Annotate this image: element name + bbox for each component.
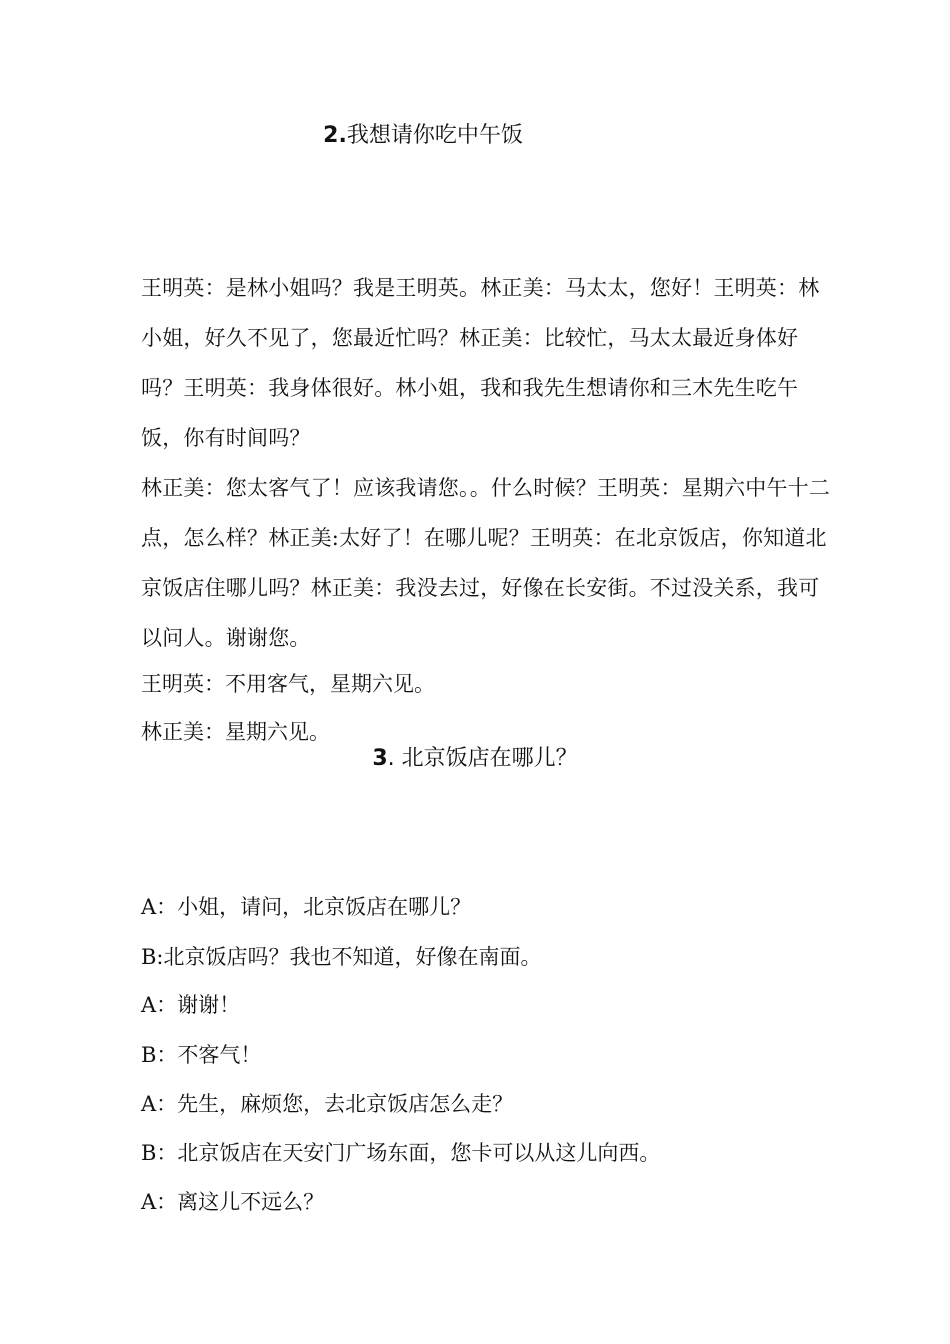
section-2-title: 我想请你吃中午饭 (346, 123, 523, 148)
dialogue-line: B：不客气！ (141, 1043, 262, 1067)
section-2-paragraph-1: 王明英：是林小姐吗？我是王明英。林正美：马太太，您好！王明英：林小姐，好久不见了，您最近忙吗？林正美：比较忙，马太太最近身体好吗？王明英：我身体很好。林小姐，我和我先生想请你和三木先生吃午饭，你有时间吗？ (141, 276, 820, 450)
dialogue-line: B：北京饭店在天安门广场东面，您卡可以从这儿向西。 (141, 1141, 661, 1165)
section-3-heading (0, 744, 950, 774)
dialogue-line: A：小姐，请问，北京饭店在哪儿？ (141, 895, 472, 919)
dialogue-line: B:北京饭店吗？我也不知道，好像在南面。 (141, 945, 542, 969)
dialogue-line: A：离这儿不远么？ (141, 1190, 325, 1214)
section-2-paragraph-3: 王明英：不用客气，星期六见。 (141, 672, 435, 696)
dialogue-line: A：谢谢！ (141, 993, 241, 1017)
section-2-paragraph-4: 林正美：星期六见。 (141, 720, 330, 744)
section-3-number: 3 (372, 746, 388, 771)
section-2-number: 2. (323, 123, 347, 148)
section-2-paragraph-2: 林正美：您太客气了！应该我请您。。什么时候？王明英：星期六中午十二点，怎么样？林正美:太好了！在哪儿呢？王明英：在北京饭店，你知道北京饭店住哪儿吗？林正美：我没去过，好像在长安街。不过没关系，我可以问人。谢谢您。 (141, 476, 831, 650)
section-3-title: . 北京饭店在哪儿？ (387, 746, 578, 771)
dialogue-line: A：先生，麻烦您，去北京饭店怎么走？ (141, 1092, 514, 1116)
section-2-heading (0, 121, 898, 151)
